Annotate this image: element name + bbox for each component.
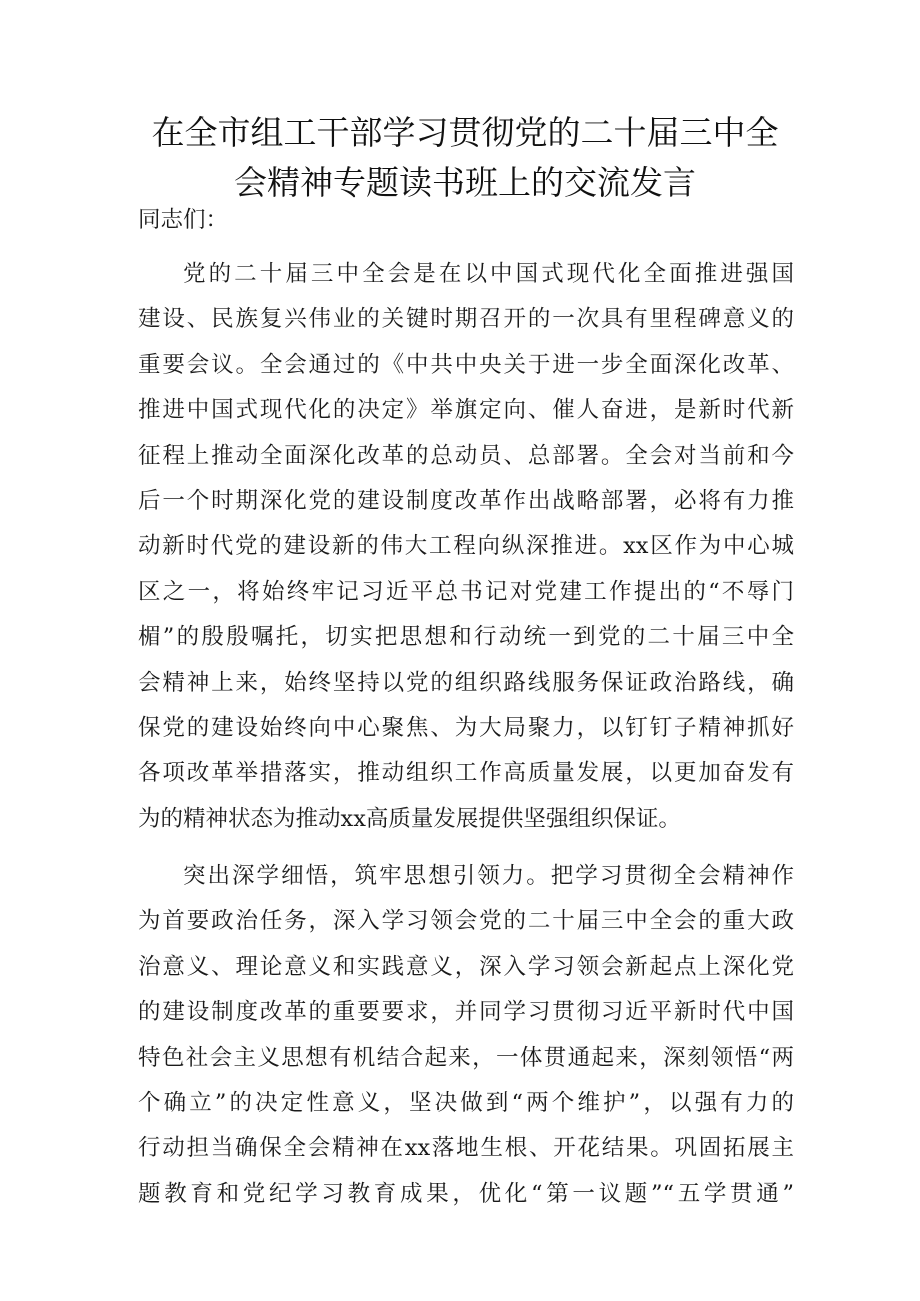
salutation: 同志们：: [138, 207, 229, 233]
paragraph-line: 各项改革举措落实，推动组织工作高质量发展，以更加奋发有: [138, 760, 794, 787]
paragraph-line: 推进中国式现代化的决定》举旗定向、催人奋进，是新时代新: [138, 397, 794, 424]
paragraph-line: 区之一，将始终牢记习近平总书记对党建工作提出的“不辱门: [138, 578, 794, 605]
paragraph-line: 为的精神状态为推动xx高质量发展提供坚强组织保证。: [138, 805, 681, 832]
paragraph-line: 建设、民族复兴伟业的关键时期召开的一次具有里程碑意义的: [138, 306, 794, 333]
paragraph-line: 行动担当确保全会精神在xx落地生根、开花结果。巩固拓展主: [138, 1135, 794, 1162]
title-line: 在全市组工干部学习贯彻党的二十届三中全: [151, 113, 779, 152]
paragraph-intro: [138, 252, 794, 842]
document-body: [138, 200, 794, 1217]
paragraph-study: [138, 854, 794, 1217]
paragraph-line: 重要会议。全会通过的《中共中央关于进一步全面深化改革、: [138, 351, 794, 378]
paragraph-line: 后一个时期深化党的建设制度改革作出战略部署，必将有力推: [138, 487, 794, 514]
paragraph-line: 动新时代党的建设新的伟大工程向纵深推进。xx区作为中心城: [138, 533, 794, 560]
paragraph-line: 征程上推动全面深化改革的总动员、总部署。全会对当前和今: [138, 442, 794, 469]
paragraph-line: 特色社会主义思想有机结合起来，一体贯通起来，深刻领悟“两: [138, 1044, 794, 1071]
paragraph-line: 的建设制度改革的重要要求，并同学习贯彻习近平新时代中国: [138, 999, 794, 1026]
paragraph-line: 治意义、理论意义和实践意义，深入学习领会新起点上深化党: [138, 953, 794, 980]
document-title: [120, 108, 810, 208]
paragraph-line: 保党的建设始终向中心聚焦、为大局聚力，以钉钉子精神抓好: [138, 714, 794, 741]
paragraph-line: 会精神上来，始终坚持以党的组织路线服务保证政治路线，确: [138, 669, 794, 696]
paragraph-line: 突出深学细悟，筑牢思想引领力。把学习贯彻全会精神作: [183, 863, 794, 890]
paragraph-line: 党的二十届三中全会是在以中国式现代化全面推进强国: [183, 261, 794, 287]
paragraph-line: 题教育和党纪学习教育成果，优化“第一议题”“五学贯通”: [138, 1180, 794, 1207]
paragraph-line: 楣”的殷殷嘱托，切实把思想和行动统一到党的二十届三中全: [138, 624, 794, 651]
paragraph-line: 个确立”的决定性意义，坚决做到“两个维护”，以强有力的: [138, 1090, 794, 1117]
title-line: 会精神专题读书班上的交流发言: [234, 163, 696, 202]
paragraph-line: 为首要政治任务，深入学习领会党的二十届三中全会的重大政: [138, 908, 794, 935]
